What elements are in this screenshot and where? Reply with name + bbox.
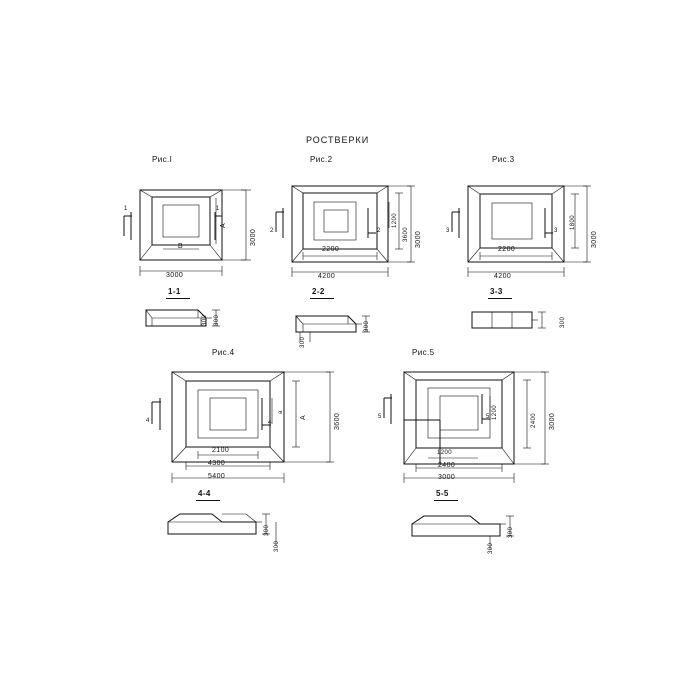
fig1-dim-width: 3000 [166,272,184,279]
fig1-section-dim-2: 300 [202,314,208,326]
fig3-section-underline [488,298,512,299]
fig2-dim-outer-width: 4200 [318,273,336,280]
fig5-dim-inner-height: 1200 [492,405,498,420]
fig3-caption: Рис.3 [492,155,515,164]
fig3-section-mark-right: 3 [554,228,558,234]
fig5-section-dim-2: 300 [488,542,494,554]
fig3-dim-inner-width: 2200 [498,246,516,253]
fig4-dim-mid-width: 4300 [208,460,226,467]
fig2-plan [276,186,415,277]
fig4-dim-A: A [300,414,307,420]
fig2-section [296,316,370,342]
fig1-section-label: 1-1 [168,287,181,296]
fig2-section-underline [310,298,334,299]
fig4-section-mark-right: 4 [268,420,272,426]
fig5-section-dim-1: 300 [508,526,514,538]
fig2-caption: Рис.2 [310,155,333,164]
fig3-section-label: 3-3 [490,287,503,296]
fig5-section-mark-right: 5 [486,414,490,420]
fig1-caption: Рис.I [152,155,173,164]
fig2-dim-outer-height: 3000 [415,230,422,248]
fig5-dim-mid-height: 2400 [531,413,537,428]
fig5-dim-outer-width: 3000 [438,474,456,481]
fig4-dim-inner-width: 2100 [212,447,230,454]
fig4-section-dim-2: 300 [274,540,280,552]
fig3-dim-outer-width: 4200 [494,273,512,280]
fig2-dim-inner-width: 2200 [322,246,340,253]
fig1-dim-B: B [178,243,184,250]
fig5-section-mark-left: 5 [378,414,382,420]
fig3-section-dim-1: 300 [560,316,566,328]
fig4-section [168,514,276,546]
fig4-dim-outer-height: 3600 [334,412,341,430]
fig4-dim-outer-width: 5400 [208,473,226,480]
fig5-dim-outer-height: 3000 [549,412,556,430]
fig3-section [472,312,546,328]
fig2-dim-mid-height: 3600 [403,227,409,242]
fig1-dim-A: A [220,222,227,228]
fig5-section-underline [434,500,458,501]
fig4-caption: Рис.4 [212,348,235,357]
fig1-section-mark-right: 1 [216,206,220,212]
fig5-section-label: 5-5 [436,489,449,498]
fig5-plan [384,372,549,483]
fig4-section-underline [196,500,220,501]
fig1-section [146,310,220,326]
fig1-plan [124,190,251,276]
fig5-dim-inner-width: 1200 [437,450,452,456]
fig1-dim-height: 3000 [250,228,257,246]
fig3-plan [452,186,591,277]
fig1-section-underline [166,298,190,299]
fig2-dim-inner-height: 1200 [392,213,398,228]
fig5-section [412,516,514,550]
fig3-section-mark-left: 3 [446,228,450,234]
fig2-section-dim-1: 300 [364,320,370,332]
fig2-section-label: 2-2 [312,287,325,296]
fig1-section-dim-1: 300 [214,314,220,326]
fig4-section-dim-1: 300 [264,524,270,536]
fig2-section-mark-right: 2 [377,228,381,234]
fig3-dim-inner-height: 1800 [570,215,576,230]
fig3-dim-outer-height: 3000 [591,230,598,248]
fig2-section-dim-2: 300 [300,336,306,348]
fig4-dim-a: a [278,410,284,414]
fig2-section-mark-left: 2 [270,228,274,234]
fig5-caption: Рис.5 [412,348,435,357]
fig4-plan [152,372,334,483]
fig5-dim-mid-width: 2400 [438,462,456,469]
fig1-section-mark-left: 1 [124,206,128,212]
fig4-section-mark-left: 4 [146,418,150,424]
page-title: РОСТВЕРКИ [306,135,370,145]
fig4-section-label: 4-4 [198,489,211,498]
